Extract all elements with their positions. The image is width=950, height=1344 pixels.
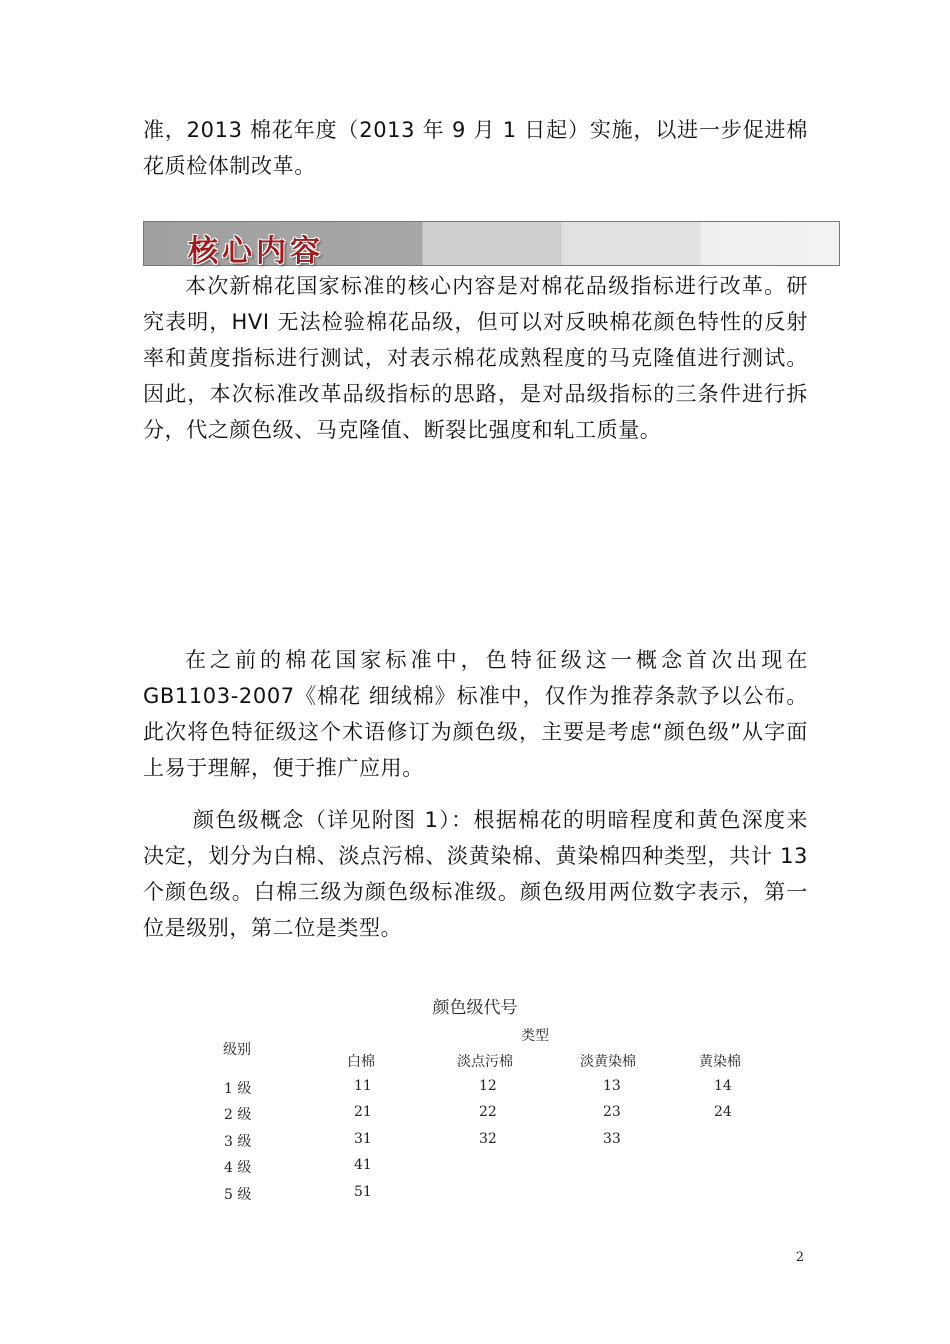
table-cell: 13 [603, 1078, 621, 1094]
table-caption: 颜色级代号 [432, 998, 518, 1018]
table-cell: 51 [354, 1184, 372, 1200]
column-header: 淡黄染棉 [580, 1054, 636, 1070]
section-title: 核心内容 [188, 234, 324, 269]
intro-paragraph-continued: 准，2013 棉花年度（2013 年 9 月 1 日起）实施，以进一步促进棉花质检体制改革。 [143, 118, 808, 178]
row-grade: 4 级 [224, 1160, 252, 1176]
color-grade-paragraph: 颜色级概念（详见附图 1）：根据棉花的明暗程度和黄色深度来决定，划分为白棉、淡点污棉、淡黄染棉、黄染棉四种类型，共计 13 个颜色级。白棉三级为颜色级标准级。颜色级用两位数字表示，第一位是级别，第二位是类型。 [143, 808, 808, 940]
column-header: 白棉 [347, 1054, 375, 1070]
row-grade: 3 级 [224, 1134, 252, 1150]
column-header: 淡点污棉 [457, 1054, 513, 1070]
history-paragraph: 在之前的棉花国家标准中，色特征级这一概念首次出现在 GB1103-2007《棉花 细绒棉》标准中，仅作为推荐条款予以公布。此次将色特征级这个术语修订为颜色级，主要是考虑“颜色级”从字面上易于理解，便于推广应用。 [143, 648, 808, 780]
row-grade: 1 级 [224, 1081, 252, 1097]
row-grade: 5 级 [224, 1187, 252, 1203]
table-cell: 41 [354, 1157, 372, 1173]
table-cell: 22 [479, 1104, 497, 1120]
table-cell: 11 [354, 1078, 372, 1094]
core-content-paragraph: 本次新棉花国家标准的核心内容是对棉花品级指标进行改革。研究表明，HVI 无法检验棉花品级，但可以对反映棉花颜色特性的反射率和黄度指标进行测试，对表示棉花成熟程度的马克隆值进行测试。因此，本次标准改革品级指标的思路，是对品级指标的三条件进行拆分，代之颜色级、马克隆值、断裂比强度和轧工质量。 [143, 274, 808, 442]
page-number: 2 [795, 1250, 804, 1265]
table-cell: 21 [354, 1104, 372, 1120]
table-cell: 32 [479, 1131, 497, 1147]
column-header: 黄染棉 [699, 1054, 741, 1070]
section-banner [143, 221, 840, 269]
row-grade: 2 级 [224, 1107, 252, 1123]
table-cell: 12 [479, 1078, 497, 1094]
table-cell: 31 [354, 1131, 372, 1147]
table-cell: 33 [603, 1131, 621, 1147]
grade-header: 级别 [223, 1042, 251, 1058]
type-header: 类型 [521, 1028, 549, 1044]
table-cell: 23 [603, 1104, 621, 1120]
table-cell: 14 [714, 1078, 732, 1094]
table-cell: 24 [714, 1104, 732, 1120]
